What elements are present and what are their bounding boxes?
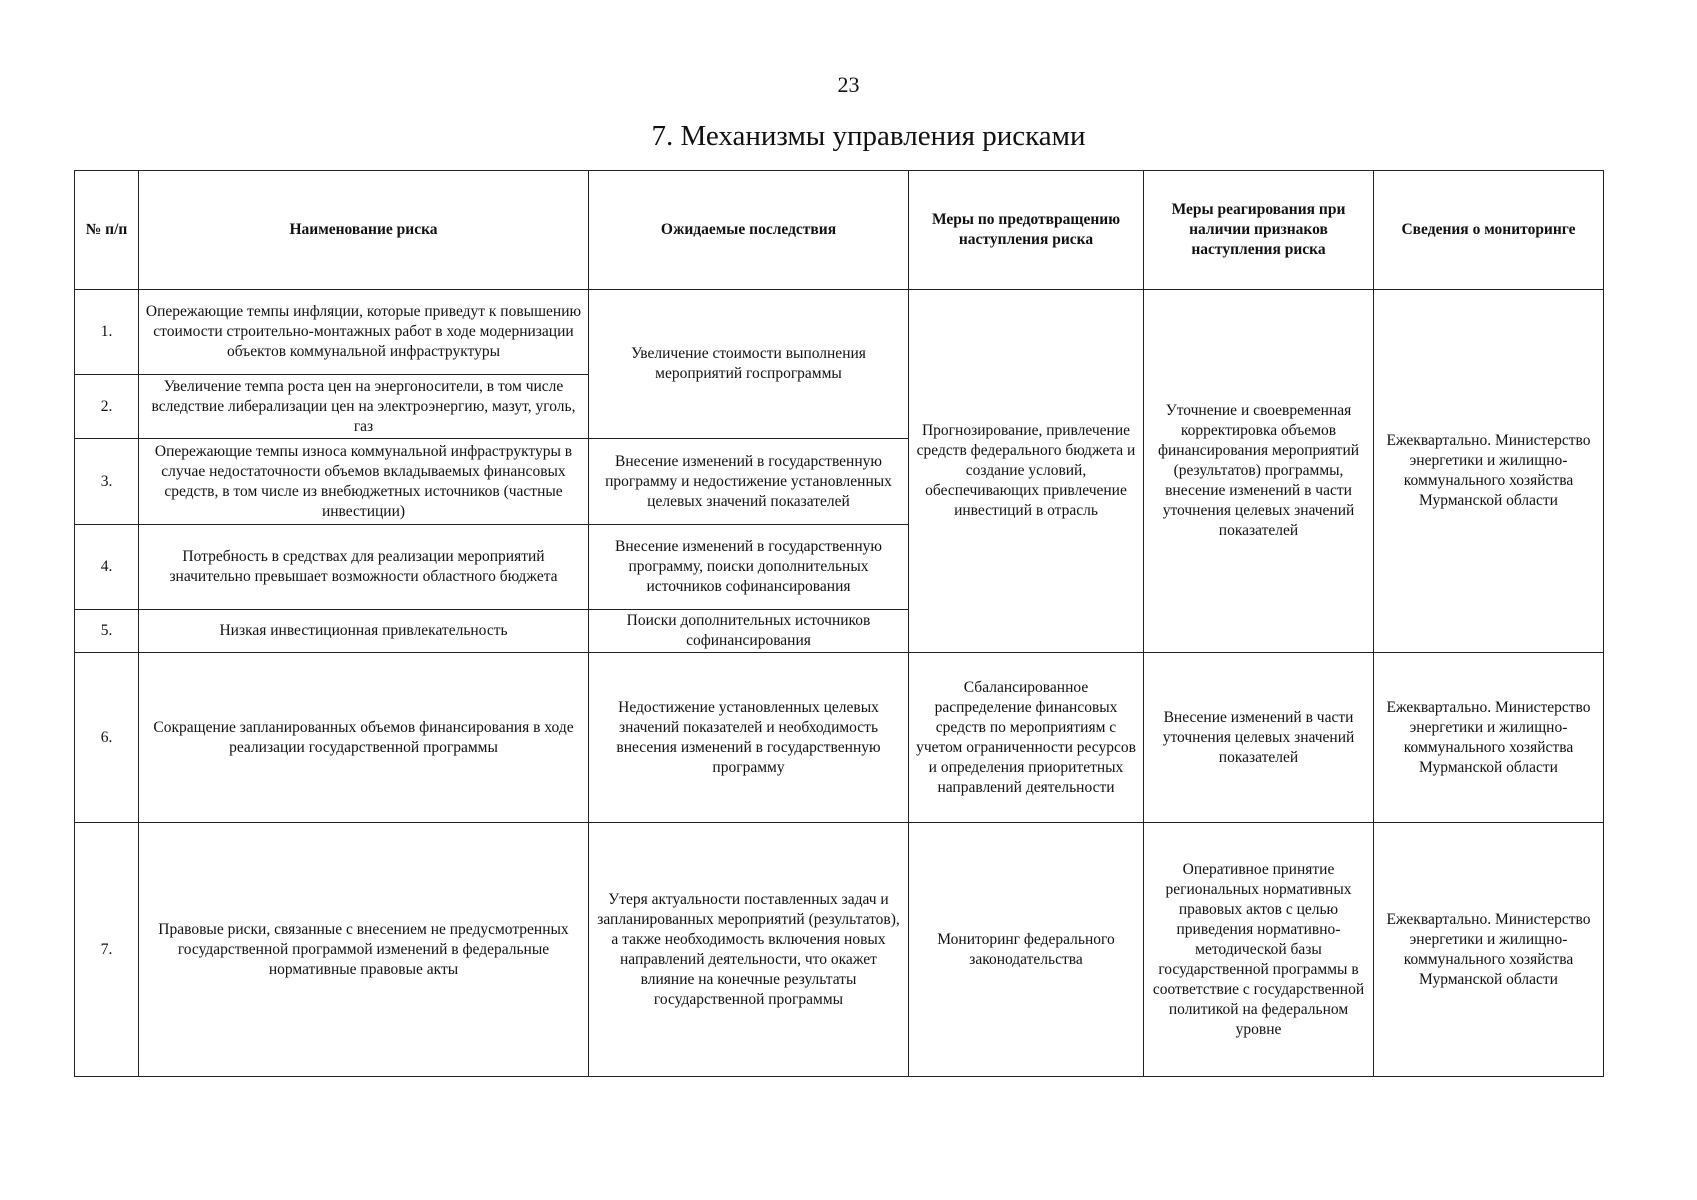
header-prevention: Меры по предотвращению наступления риска xyxy=(909,171,1144,290)
response-cell: Оперативное принятие региональных нормативных правовых актов с целью приведения нормативно-методической базы государственной программы в соответствие с государственной политикой на федеральном уровне xyxy=(1144,823,1374,1077)
header-consequences: Ожидаемые последствия xyxy=(589,171,909,290)
risk-cell: Увеличение темпа роста цен на энергоносители, в том числе вследствие либерализации цен на электроэнергию, мазут, уголь, газ xyxy=(139,375,589,439)
risk-cell: Опережающие темпы износа коммунальной инфраструктуры в случае недостаточности объемов вкладываемых финансовых средств, в том числе из внебюджетных источников (частные инвестиции) xyxy=(139,439,589,525)
page-number: 23 xyxy=(837,72,860,97)
risk-cell: Правовые риски, связанные с внесением не предусмотренных государственной программой изменений в федеральные нормативные правовые акты xyxy=(139,823,589,1077)
table-row xyxy=(75,290,1604,375)
monitoring-cell: Ежеквартально. Министерство энергетики и жилищно-коммунального хозяйства Мурманской области xyxy=(1374,290,1604,653)
header-risk: Наименование риска xyxy=(139,171,589,290)
monitoring-cell: Ежеквартально. Министерство энергетики и жилищно-коммунального хозяйства Мурманской области xyxy=(1374,823,1604,1077)
prevention-cell: Прогнозирование, привлечение средств федерального бюджета и создание условий, обеспечивающих привлечение инвестиций в отрасль xyxy=(909,290,1144,653)
prevention-cell: Сбалансированное распределение финансовых средств по мероприятиям с учетом ограниченности ресурсов и определения приоритетных направлений деятельности xyxy=(909,653,1144,823)
row-num: 5. xyxy=(75,610,139,653)
consequences-cell: Увеличение стоимости выполнения мероприятий госпрограммы xyxy=(589,290,909,439)
table-row xyxy=(75,823,1604,1077)
risk-table xyxy=(74,170,1604,1077)
header-monitoring: Сведения о мониторинге xyxy=(1374,171,1604,290)
consequences-cell: Внесение изменений в государственную программу, поиски дополнительных источников софинансирования xyxy=(589,525,909,610)
risk-cell: Потребность в средствах для реализации мероприятий значительно превышает возможности областного бюджета xyxy=(139,525,589,610)
table-row xyxy=(75,653,1604,823)
row-num: 4. xyxy=(75,525,139,610)
prevention-cell: Мониторинг федерального законодательства xyxy=(909,823,1144,1077)
response-cell: Внесение изменений в части уточнения целевых значений показателей xyxy=(1144,653,1374,823)
consequences-cell: Поиски дополнительных источников софинансирования xyxy=(589,610,909,653)
header-response: Меры реагирования при наличии признаков наступления риска xyxy=(1144,171,1374,290)
consequences-cell: Внесение изменений в государственную программу и недостижение установленных целевых значений показателей xyxy=(589,439,909,525)
risk-cell: Низкая инвестиционная привлекательность xyxy=(139,610,589,653)
table-header-row xyxy=(75,171,1604,290)
monitoring-cell: Ежеквартально. Министерство энергетики и жилищно-коммунального хозяйства Мурманской области xyxy=(1374,653,1604,823)
row-num: 7. xyxy=(75,823,139,1077)
row-num: 3. xyxy=(75,439,139,525)
consequences-cell: Утеря актуальности поставленных задач и запланированных мероприятий (результатов), а также необходимость включения новых направлений деятельности, что окажет влияние на конечные результаты государственной программы xyxy=(589,823,909,1077)
risk-cell: Опережающие темпы инфляции, которые приведут к повышению стоимости строительно-монтажных работ в ходе модернизации объектов коммунальной инфраструктуры xyxy=(139,290,589,375)
page-title: 7. Механизмы управления рисками xyxy=(651,120,1086,152)
row-num: 1. xyxy=(75,290,139,375)
header-num: № п/п xyxy=(75,171,139,290)
row-num: 2. xyxy=(75,375,139,439)
consequences-cell: Недостижение установленных целевых значений показателей и необходимость внесения изменений в государственную программу xyxy=(589,653,909,823)
row-num: 6. xyxy=(75,653,139,823)
risk-cell: Сокращение запланированных объемов финансирования в ходе реализации государственной программы xyxy=(139,653,589,823)
response-cell: Уточнение и своевременная корректировка объемов финансирования мероприятий (результатов) программы, внесение изменений в части уточнения целевых значений показателей xyxy=(1144,290,1374,653)
